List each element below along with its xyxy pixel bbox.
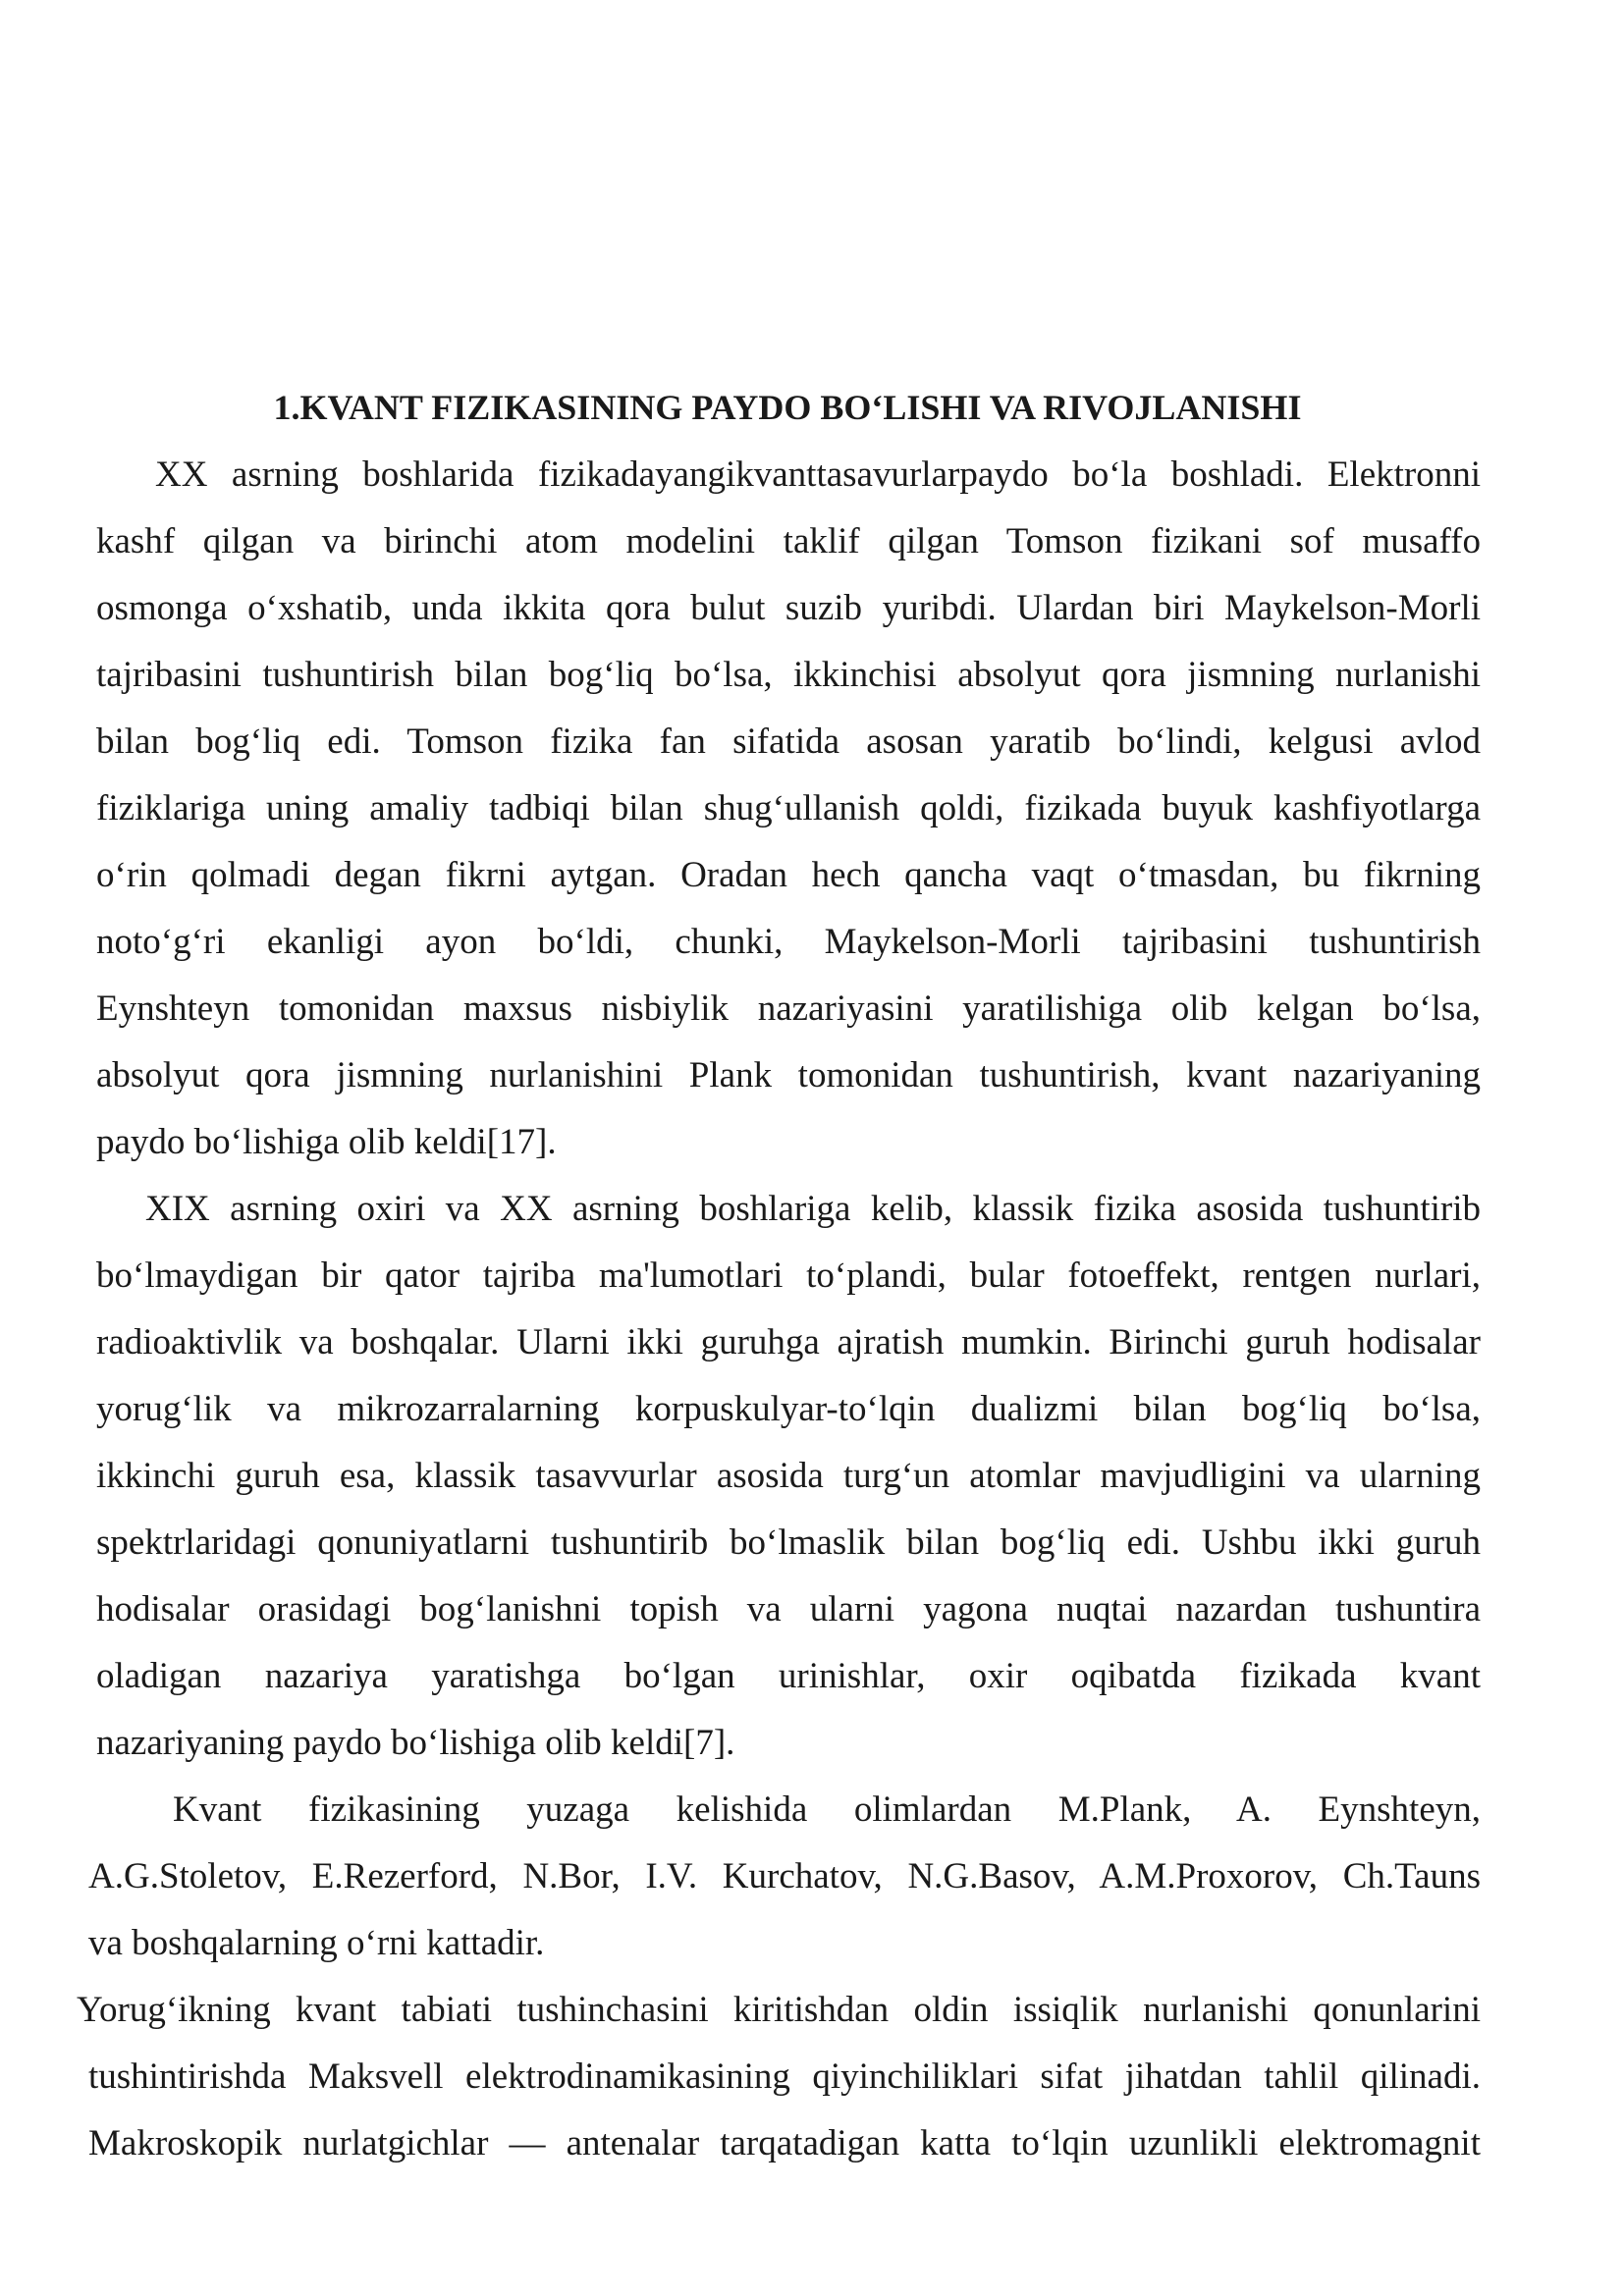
- paragraph-1-line-3: osmonga o‘xshatib, unda ikkita qora bulut suzib yuribdi. Ulardan biri Maykelson-Morli: [96, 588, 1481, 628]
- paragraph-4-line-1: Yorug‘ikning kvant tabiati tushinchasini kiritishdan oldin issiqlik nurlanishi qonunlarini: [77, 1990, 1481, 2030]
- paragraph-1-line-11: paydo bo‘lishiga olib keldi[17].: [96, 1122, 557, 1162]
- paragraph-3-line-1: Kvant fizikasining yuzaga kelishida olimlardan M.Plank, A. Eynshteyn,: [173, 1789, 1481, 1830]
- paragraph-3-line-3: va boshqalarning o‘rni kattadir.: [88, 1923, 545, 1963]
- paragraph-2-line-8: oladigan nazariya yaratishga bo‘lgan urinishlar, oxir oqibatda fizikada kvant: [96, 1656, 1481, 1696]
- document-title: 1.KVANT FIZIKASINING PAYDO BO‘LISHI VA RIVOJLANISHI: [273, 388, 1302, 427]
- paragraph-1-line-8: noto‘g‘ri ekanligi ayon bo‘ldi, chunki, Maykelson-Morli tajribasini tushuntirish: [96, 922, 1481, 962]
- paragraph-4-line-2: tushintirishda Maksvell elektrodinamikasining qiyinchiliklari sifat jihatdan tahlil qilinadi.: [88, 2056, 1481, 2097]
- paragraph-1-line-9: Eynshteyn tomonidan maxsus nisbiylik nazariyasini yaratilishiga olib kelgan bo‘lsa,: [96, 988, 1481, 1029]
- paragraph-1-line-1: XX asrning boshlarida fizikadayangikvanttasavurlarpaydo bo‘la boshladi. Elektronni: [155, 454, 1481, 495]
- paragraph-2-line-9: nazariyaning paydo bo‘lishiga olib keldi[7].: [96, 1723, 735, 1763]
- paragraph-1-line-7: o‘rin qolmadi degan fikrni aytgan. Oradan hech qancha vaqt o‘tmasdan, bu fikrning: [96, 855, 1481, 895]
- paragraph-2-line-6: spektrlaridagi qonuniyatlarni tushuntirib bo‘lmaslik bilan bog‘liq edi. Ushbu ikki guruh: [96, 1522, 1481, 1563]
- paragraph-1-line-5: bilan bog‘liq edi. Tomson fizika fan sifatida asosan yaratib bo‘lindi, kelgusi avlod: [96, 721, 1481, 762]
- paragraph-2-line-7: hodisalar orasidagi bog‘lanishni topish va ularni yagona nuqtai nazardan tushuntira: [96, 1589, 1481, 1629]
- paragraph-2-line-3: radioaktivlik va boshqalar. Ularni ikki guruhga ajratish mumkin. Birinchi guruh hodisalar: [96, 1322, 1481, 1362]
- paragraph-2-line-2: bo‘lmaydigan bir qator tajriba ma'lumotlari to‘plandi, bular fotoeffekt, rentgen nurlari,: [96, 1255, 1481, 1296]
- paragraph-2-line-1: XIX asrning oxiri va XX asrning boshlariga kelib, klassik fizika asosida tushuntirib: [145, 1189, 1481, 1229]
- paragraph-2-line-4: yorug‘lik va mikrozarralarning korpuskulyar-to‘lqin dualizmi bilan bog‘liq bo‘lsa,: [96, 1389, 1481, 1429]
- paragraph-1-line-10: absolyut qora jismning nurlanishini Plank tomonidan tushuntirish, kvant nazariyaning: [96, 1055, 1481, 1095]
- paragraph-1-line-6: fiziklariga uning amaliy tadbiqi bilan shug‘ullanish qoldi, fizikada buyuk kashfiyotlarga: [96, 788, 1481, 828]
- paragraph-4-line-3: Makroskopik nurlatgichlar — antenalar tarqatadigan katta to‘lqin uzunlikli elektromagnit: [88, 2123, 1481, 2163]
- document-body: [0, 442, 1624, 2177]
- paragraph-1-line-2: kashf qilgan va birinchi atom modelini taklif qilgan Tomson fizikani sof musaffo: [96, 521, 1481, 561]
- paragraph-2-line-5: ikkinchi guruh esa, klassik tasavvurlar asosida turg‘un atomlar mavjudligini va ularning: [96, 1456, 1481, 1496]
- paragraph-3-line-2: A.G.Stoletov, E.Rezerford, N.Bor, I.V. Kurchatov, N.G.Basov, A.M.Proxorov, Ch.Tauns: [88, 1856, 1481, 1896]
- paragraph-1-line-4: tajribasini tushuntirish bilan bog‘liq bo‘lsa, ikkinchisi absolyut qora jismning nurlanishi: [96, 655, 1481, 695]
